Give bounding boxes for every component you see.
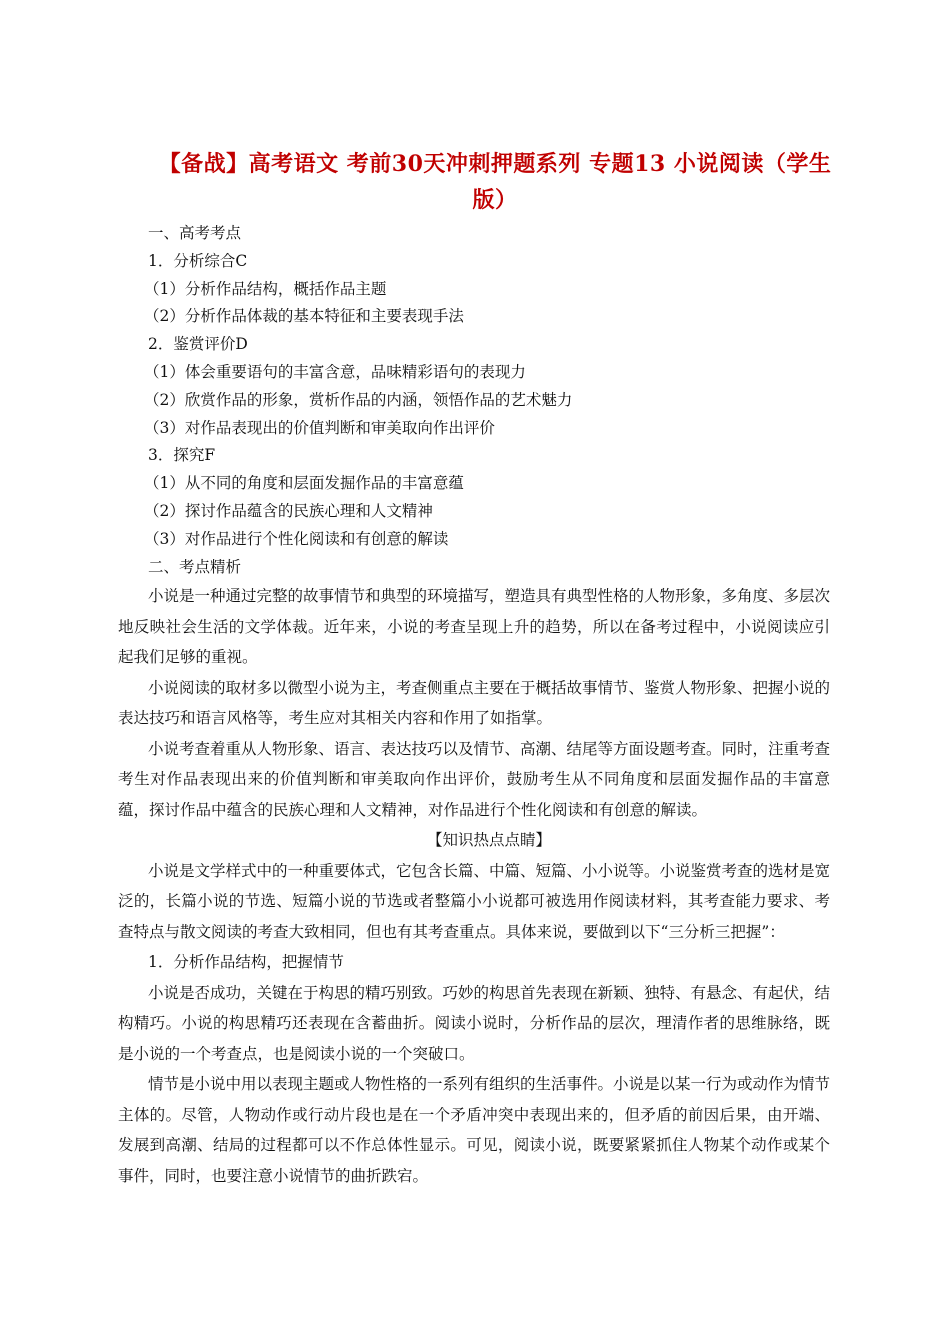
- list-item: （2）探讨作品蕴含的民族心理和人文精神: [144, 501, 433, 520]
- subheading: 1．分析作品结构，把握情节: [148, 953, 344, 972]
- list-item: （2）分析作品体裁的基本特征和主要表现手法: [144, 307, 464, 326]
- knowledge-heading: 【知识热点点睛】: [426, 831, 551, 850]
- list-heading-2: 2．鉴赏评价D: [148, 335, 248, 354]
- paragraph: 小说是文学样式中的一种重要体式，它包含长篇、中篇、短篇、小小说等。小说鉴赏考查的选材是宽泛的，长篇小说的节选、短篇小说的节选或者整篇小小说都可被选用作阅读材料，其考查能力要求、考查特点与散文阅读的考查大致相同，但也有其考查重点。具体来说，要做到以下“三分析三把握”：: [118, 861, 831, 941]
- list-item: （1）分析作品结构，概括作品主题: [144, 279, 387, 298]
- list-item: （2）欣赏作品的形象，赏析作品的内涵，领悟作品的艺术魅力: [144, 390, 573, 409]
- paragraph: 小说是一种通过完整的故事情节和典型的环境描写，塑造具有典型性格的人物形象，多角度、多层次地反映社会生活的文学体裁。近年来，小说的考查呈现上升的趋势，所以在备考过程中，小说阅读应引起我们足够的重视。: [118, 587, 831, 667]
- paragraph: 情节是小说中用以表现主题或人物性格的一系列有组织的生活事件。小说是以某一行为或动作为情节主体的。尽管，人物动作或行动片段也是在一个矛盾冲突中表现出来的，但矛盾的前因后果，由开端、发展到高潮、结局的过程都可以不作总体性显示。可见，阅读小说，既要紧紧抓住人物某个动作或某个事件，同时，也要注意小说情节的曲折跌宕。: [118, 1075, 831, 1185]
- list-item: （1）从不同的角度和层面发掘作品的丰富意蕴: [144, 474, 464, 493]
- document-body: [118, 220, 830, 1191]
- list-item: （3）对作品进行个性化阅读和有创意的解读: [144, 529, 449, 548]
- section-heading-1: 一、高考考点: [148, 224, 242, 242]
- paragraph: 小说是否成功，关键在于构思的精巧别致。巧妙的构思首先表现在新颖、独特、有悬念、有起伏，结构精巧。小说的构思精巧还表现在含蓄曲折。阅读小说时，分析作品的层次，理清作者的思维脉络，既是小说的一个考查点，也是阅读小说的一个突破口。: [118, 983, 831, 1063]
- list-item: （1）体会重要语句的丰富含意，品味精彩语句的表现力: [144, 362, 526, 381]
- list-item: （3）对作品表现出的价值判断和审美取向作出评价: [144, 418, 495, 437]
- section-heading-2: 二、考点精析: [148, 557, 242, 576]
- list-heading-3: 3．探究F: [148, 446, 216, 465]
- list-heading-1: 1．分析综合C: [148, 251, 248, 270]
- paragraph: 小说阅读的取材多以微型小说为主，考查侧重点主要在于概括故事情节、鉴赏人物形象、把握小说的表达技巧和语言风格等，考生应对其相关内容和作用了如指掌。: [118, 678, 831, 728]
- document-title: 【备战】高考语文 考前30天冲刺押题系列 专题13 小说阅读（学生版）: [158, 151, 832, 213]
- paragraph: 小说考查着重从人物形象、语言、表达技巧以及情节、高潮、结尾等方面设题考查。同时，注重考查考生对作品表现出来的价值判断和审美取向作出评价，鼓励考生从不同角度和层面发掘作品的丰富意蕴，探讨作品中蕴含的民族心理和人文精神，对作品进行个性化阅读和有创意的解读。: [118, 739, 831, 819]
